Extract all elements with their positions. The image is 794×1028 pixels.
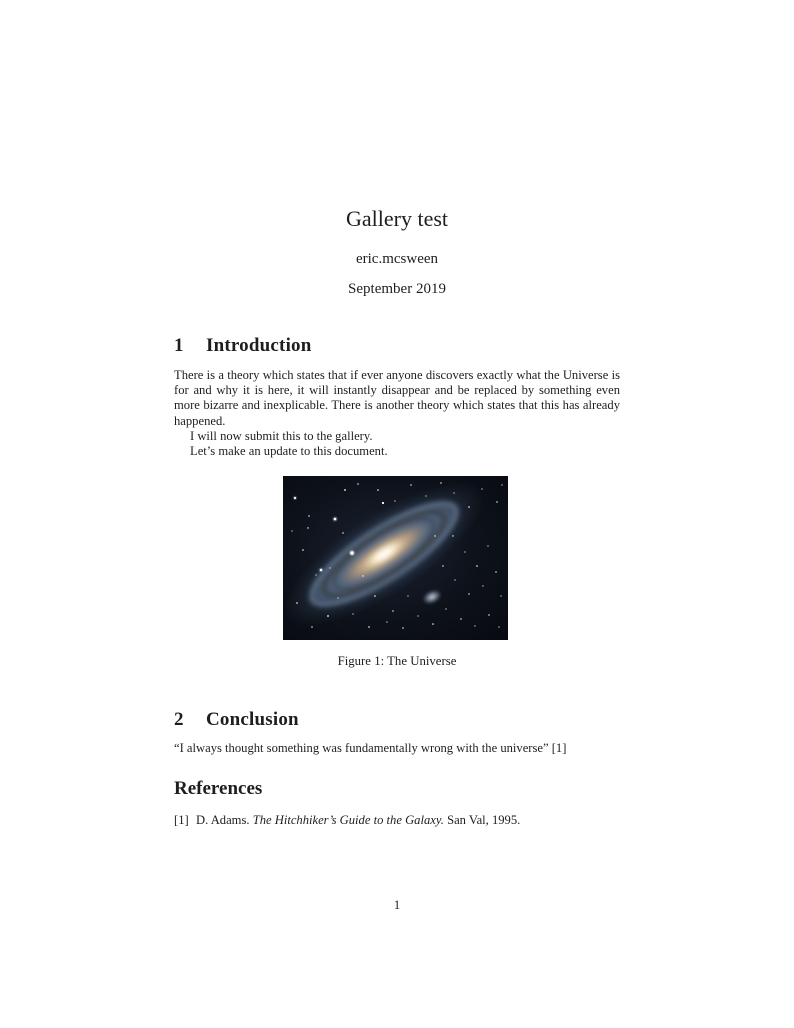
section-number: 1 — [174, 335, 184, 356]
doc-date: September 2019 — [348, 281, 446, 297]
section-heading-introduction — [174, 335, 620, 357]
reference-publisher: San Val, 1995. — [447, 813, 521, 827]
section-title: Conclusion — [206, 709, 299, 730]
reference-author: D. Adams. — [196, 813, 250, 827]
references-heading: References — [174, 778, 263, 799]
section-title: Introduction — [206, 335, 312, 356]
intro-paragraph: There is a theory which states that if ever anyone discovers exactly what the Universe is for and why it is here, it will instantly disappear and be replaced by something even more bizarre and inexplicable. There is another theory which states that this has already happened. — [174, 368, 620, 428]
doc-title: Gallery test — [345, 206, 449, 231]
introduction-body — [174, 368, 620, 459]
figure-caption: Figure 1: The Universe — [337, 654, 457, 668]
reference-label: [1] — [174, 813, 189, 827]
page-number: 1 — [393, 898, 401, 912]
intro-line-submit: I will now submit this to the gallery. — [190, 428, 373, 443]
doc-author: eric.mcsween — [355, 251, 439, 267]
reference-entry — [174, 813, 620, 828]
reference-title: The Hitchhiker’s Guide to the Galaxy. — [252, 813, 444, 827]
section-number: 2 — [174, 709, 184, 730]
intro-line-update: Let’s make an update to this document. — [190, 444, 388, 459]
section-heading-conclusion — [174, 709, 620, 731]
universe-figure-image — [283, 476, 508, 640]
conclusion-quote: “I always thought something was fundamentally wrong with the universe” [1] — [174, 741, 567, 755]
